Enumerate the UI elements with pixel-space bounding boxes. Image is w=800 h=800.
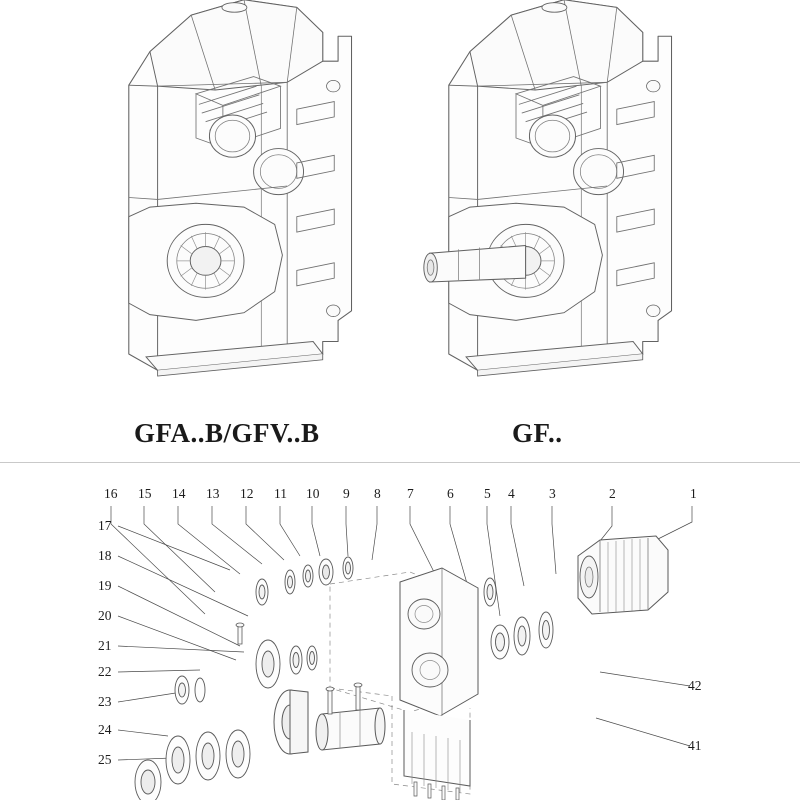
exploded-view-section <box>0 464 800 800</box>
callout-12: 12 <box>240 486 254 501</box>
callout-42: 42 <box>688 678 702 693</box>
callout-3: 3 <box>549 486 556 501</box>
callout-18: 18 <box>98 548 112 563</box>
callout-6: 6 <box>447 486 454 501</box>
callout-4: 4 <box>508 486 515 501</box>
drawing-gf <box>424 0 672 376</box>
output-shaft <box>424 246 526 282</box>
callout-9: 9 <box>343 486 350 501</box>
callout-41: 41 <box>688 738 702 753</box>
caption-gfa-gfv: GFA..B/GFV..B <box>134 418 320 448</box>
callout-19: 19 <box>98 578 112 593</box>
callout-8: 8 <box>374 486 381 501</box>
callout-17: 17 <box>98 518 112 533</box>
callout-14: 14 <box>172 486 186 501</box>
drawing-gfa-gfv <box>129 0 352 376</box>
callout-21: 21 <box>98 638 112 653</box>
motor-part <box>578 536 668 614</box>
callout-15: 15 <box>138 486 152 501</box>
callout-2: 2 <box>609 486 616 501</box>
callout-16: 16 <box>104 486 118 501</box>
callout-24: 24 <box>98 722 112 737</box>
shaft-part <box>316 708 385 750</box>
housing-part <box>400 568 478 792</box>
gear-wheel <box>274 690 308 754</box>
callout-10: 10 <box>306 486 320 501</box>
callout-1: 1 <box>690 486 697 501</box>
exploded-diagram-svg <box>0 464 800 800</box>
callout-7: 7 <box>407 486 414 501</box>
callout-11: 11 <box>274 486 287 501</box>
callout-23: 23 <box>98 694 112 709</box>
callout-5: 5 <box>484 486 491 501</box>
callout-13: 13 <box>206 486 220 501</box>
callout-22: 22 <box>98 664 112 679</box>
callout-20: 20 <box>98 608 112 623</box>
section-divider <box>0 462 800 463</box>
caption-gf: GF.. <box>512 418 563 448</box>
callout-25: 25 <box>98 752 112 767</box>
